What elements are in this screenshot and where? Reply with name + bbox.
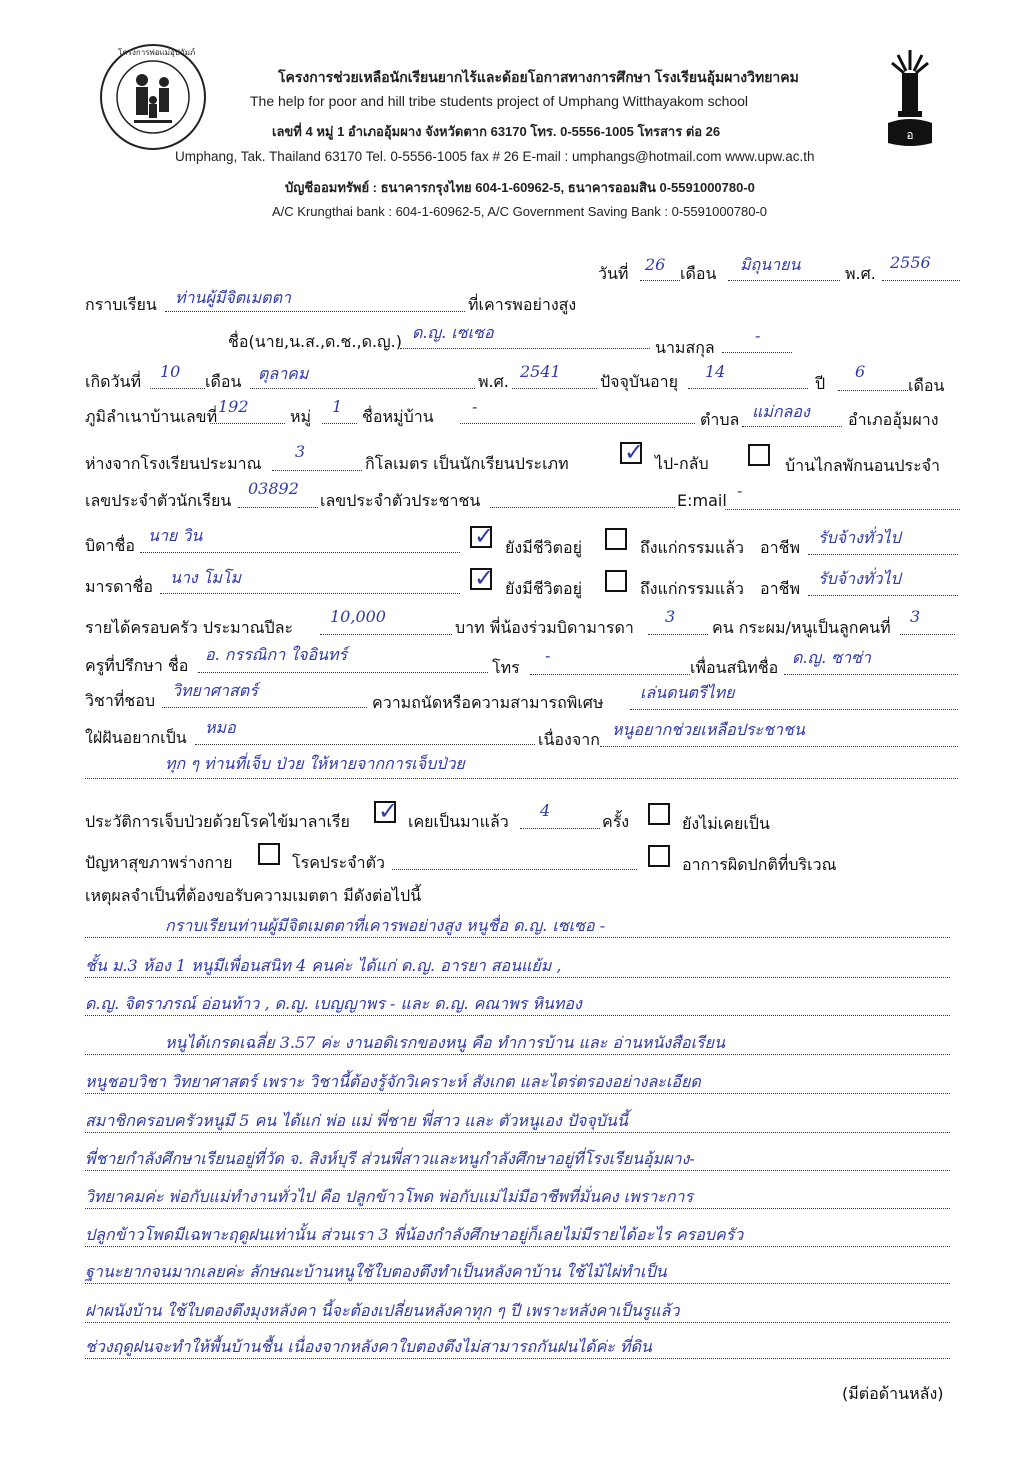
- house-value: 192: [218, 397, 249, 416]
- friend-value: ด.ญ. ซาซ่า: [792, 648, 871, 667]
- village-label: ชื่อหมู่บ้าน: [362, 407, 434, 426]
- age-years-label: ปี: [815, 374, 826, 393]
- subject-label: วิชาที่ชอบ: [85, 691, 155, 710]
- date-year-label: พ.ศ.: [845, 264, 876, 283]
- teacher-tel: -: [545, 646, 551, 665]
- date-day: 26: [645, 255, 666, 274]
- surname-value: -: [755, 326, 761, 345]
- check-mark-icon: ✓: [474, 522, 495, 550]
- chronic-checkbox[interactable]: [258, 843, 280, 865]
- svg-text:อ: อ: [906, 128, 914, 142]
- essay-line: หนูชอบวิชา วิทยาศาสตร์ เพราะ วิชานี้ต้องรู้จักวิเคราะห์ สังเกต และไตร่ตรองอย่างละเอียด: [85, 1072, 701, 1091]
- mother-alive-checkbox[interactable]: [470, 564, 495, 592]
- father-dead-checkbox[interactable]: [605, 528, 627, 550]
- age-months: 6: [855, 362, 866, 381]
- friend-label: เพื่อนสนิทชื่อ: [690, 658, 779, 677]
- child-order-label: คน กระผม/หนูเป็นลูกคนที่: [712, 618, 891, 637]
- child-order: 3: [910, 607, 921, 626]
- mother-dead-label: ถึงแก่กรรมแล้ว: [640, 579, 745, 598]
- mother-alive-label: ยังมีชีวิตอยู่: [505, 579, 582, 598]
- student-id: 03892: [248, 479, 299, 498]
- distance-unit: กิโลเมตร เป็นนักเรียนประเภท: [365, 454, 569, 473]
- birth-year-label: พ.ศ.: [478, 372, 509, 391]
- mother-job: รับจ้างทั่วไป: [818, 569, 901, 588]
- logo-caption: โครงการพ่อแม่อุปถัมภ์: [118, 48, 196, 57]
- teacher-value: อ. กรรณิกา ใจอินทร์: [205, 645, 348, 664]
- birth-month: ตุลาคม: [258, 364, 309, 383]
- date-year: 2556: [890, 253, 931, 272]
- essay-line: ช่วงฤดูฝนจะทำให้พื้นบ้านชื้น เนื่องจากหลังคาใบตองตึงไม่สามารถกันฝนได้ค่ะ ที่ดิน: [85, 1337, 652, 1356]
- name-label: ชื่อ(นาย,น.ส.,ด.ช.,ด.ญ.): [228, 332, 402, 351]
- boarding-checkbox[interactable]: [748, 444, 770, 466]
- essay-line: สมาชิกครอบครัวหนูมี 5 คน ได้แก่ พ่อ แม่ พี่ชาย พี่สาว และ ตัวหนูเอง ปัจจุบันนี้: [85, 1111, 628, 1130]
- torch-emblem-icon: [880, 45, 940, 150]
- salutation-label: กราบเรียน: [85, 295, 157, 314]
- header-title-th: โครงการช่วยเหลือนักเรียนยากไร้และด้อยโอกาสทางการศึกษา โรงเรียนอุ้มผางวิทยาคม: [278, 69, 799, 85]
- chronic-label: โรคประจำตัว: [292, 853, 385, 872]
- malaria-never-checkbox[interactable]: [648, 803, 670, 825]
- abnormal-label: อาการผิดปกติที่บริเวณ: [682, 855, 837, 874]
- essay-line: ด.ญ. จิตราภรณ์ อ่อนท้าว , ด.ญ. เบญญาพร - และ ด.ญ. คณาพร หินทอง: [85, 994, 582, 1013]
- birth-month-label: เดือน: [205, 372, 242, 391]
- reason-title: เหตุผลจำเป็นที่ต้องขอรับความเมตตา มีดังต่อไปนี้: [85, 886, 422, 905]
- birth-year: 2541: [520, 362, 561, 381]
- malaria-times-label: ครั้ง: [602, 812, 630, 831]
- name-value: ด.ญ. เซเซอ: [412, 323, 494, 342]
- essay-line: ฝาผนังบ้าน ใช้ใบตองตึงมุงหลังคา นี้จะต้องเปลี่ยนหลังคาทุก ๆ ปี เพราะหลังคาเป็นรูแล้ว: [85, 1301, 680, 1320]
- subject-value: วิทยาศาสตร์: [172, 681, 258, 700]
- moo-label: หมู่: [290, 407, 312, 426]
- amphoe-label: อำเภออุ้มผาง: [848, 410, 939, 429]
- salutation-value: ท่านผู้มีจิตเมตตา: [175, 288, 291, 307]
- father-value: นาย วิน: [148, 526, 203, 545]
- mother-label: มารดาชื่อ: [85, 577, 153, 596]
- check-mark-icon: ✓: [474, 564, 495, 592]
- tambon-value: แม่กลอง: [752, 402, 810, 421]
- income-label: รายได้ครอบครัว ประมาณปีละ: [85, 618, 294, 637]
- income-value: 10,000: [330, 607, 386, 626]
- dream-label: ใฝ่ฝันอยากเป็น: [85, 728, 187, 747]
- health-label: ปัญหาสุขภาพร่างกาย: [85, 853, 233, 872]
- essay-line: กราบเรียนท่านผู้มีจิตเมตตาที่เคารพอย่างสูง หนูชื่อ ด.ญ. เซเซอ -: [165, 916, 606, 935]
- boarding-label: บ้านไกลพักนอนประจำ: [785, 456, 941, 475]
- birth-day: 10: [160, 362, 181, 381]
- father-job: รับจ้างทั่วไป: [818, 528, 901, 547]
- commute-label: ไป-กลับ: [655, 454, 709, 473]
- tambon-label: ตำบล: [700, 410, 740, 429]
- malaria-had-checkbox[interactable]: [374, 797, 399, 825]
- right-logo: [880, 45, 940, 150]
- house-label: ภูมิลำเนาบ้านเลขที่: [85, 407, 218, 426]
- talent-value: เล่นดนตรีไทย: [640, 683, 735, 702]
- check-mark-icon: ✓: [624, 438, 645, 466]
- because-label: เนื่องจาก: [538, 730, 600, 749]
- age-label: ปัจจุบันอายุ: [600, 372, 678, 391]
- father-dead-label: ถึงแก่กรรมแล้ว: [640, 538, 745, 557]
- abnormal-checkbox[interactable]: [648, 845, 670, 867]
- date-day-label: วันที่: [598, 264, 629, 283]
- mother-job-label: อาชีพ: [760, 579, 800, 598]
- essay-line: ปลูกข้าวโพดมีเฉพาะฤดูฝนเท่านั้น ส่วนเรา 3 พี่น้องกำลังศึกษาอยู่ก็เลยไม่มีรายได้อะไร ครอบครัว: [85, 1225, 744, 1244]
- commute-checkbox[interactable]: [620, 438, 645, 466]
- mother-value: นาง โมโม: [170, 568, 242, 587]
- header-bank-en: A/C Krungthai bank : 604-1-60962-5, A/C Government Saving Bank : 0-5591000780-0: [272, 204, 768, 219]
- malaria-never-label: ยังไม่เคยเป็น: [682, 814, 770, 833]
- header-bank-th: บัญชีออมทรัพย์ : ธนาคารกรุงไทย 604-1-60962-5, ธนาคารออมสิน 0-5591000780-0: [285, 180, 755, 195]
- birth-day-label: เกิดวันที่: [85, 372, 142, 391]
- father-alive-checkbox[interactable]: [470, 522, 495, 550]
- malaria-label: ประวัติการเจ็บป่วยด้วยโรคไข้มาลาเรีย: [85, 812, 350, 831]
- essay-line: ชั้น ม.3 ห้อง 1 หนูมีเพื่อนสนิท 4 คนค่ะ ได้แก่ ด.ญ. อารยา สอนแย้ม ,: [85, 956, 562, 975]
- continued-note: (มีต่อด้านหลัง): [842, 1384, 944, 1403]
- age-months-label: เดือน: [908, 376, 945, 395]
- dream-value: หมอ: [205, 718, 236, 737]
- date-month: มิถุนายน: [740, 255, 801, 274]
- age-years: 14: [705, 362, 726, 381]
- essay-line: พี่ชายกำลังศึกษาเรียนอยู่ที่วัด จ. สิงห์บุรี ส่วนพี่สาวและหนูกำลังศึกษาอยู่ที่โรงเรียนอุ้มผาง-: [85, 1149, 695, 1168]
- email-label: E:mail: [677, 491, 727, 510]
- talent-label: ความถนัดหรือความสามารถพิเศษ: [372, 693, 604, 712]
- village-value: -: [472, 397, 478, 416]
- mother-dead-checkbox[interactable]: [605, 570, 627, 592]
- moo-value: 1: [332, 397, 343, 416]
- check-mark-icon: ✓: [378, 797, 399, 825]
- distance-label: ห่างจากโรงเรียนประมาณ: [85, 454, 262, 473]
- essay-line: ฐานะยากจนมากเลยค่ะ ลักษณะบ้านหนูใช้ใบตองตึงทำเป็นหลังคาบ้าน ใช้ไม้ไผ่ทำเป็น: [85, 1262, 667, 1281]
- header-title-en: The help for poor and hill tribe students project of Umphang Witthayakom school: [250, 93, 749, 109]
- surname-label: นามสกุล: [655, 338, 715, 357]
- essay-line: วิทยาคมค่ะ พ่อกับแม่ทำงานทั่วไป คือ ปลูกข้าวโพด พ่อกับแม่ไม่มีอาชีพที่มั่นคง เพราะการ: [85, 1187, 694, 1206]
- email-value: -: [737, 481, 743, 500]
- father-alive-label: ยังมีชีวิตอยู่: [505, 538, 582, 557]
- siblings-value: 3: [665, 607, 676, 626]
- date-month-label: เดือน: [680, 264, 717, 283]
- header-address-en: Umphang, Tak. Thailand 63170 Tel. 0-5556-1005 fax # 26 E-mail : umphangs@hotmail.com www.upw.ac.th: [175, 149, 815, 164]
- essay-line: หนูได้เกรดเฉลี่ย 3.57 ค่ะ งานอดิเรกของหนู คือ ทำการบ้าน และ อ่านหนังสือเรียน: [165, 1033, 725, 1052]
- header-address-th: เลขที่ 4 หมู่ 1 อำเภออุ้มผาง จังหวัดตาก 63170 โทร. 0-5556-1005 โทรสาร ต่อ 26: [272, 124, 721, 139]
- distance-value: 3: [295, 442, 306, 461]
- income-unit: บาท พี่น้องร่วมบิดามารดา: [455, 618, 634, 637]
- because-value: หนูอยากช่วยเหลือประชาชน: [612, 720, 805, 739]
- malaria-had-label: เคยเป็นมาแล้ว: [408, 812, 509, 831]
- because-line2: ทุก ๆ ท่านที่เจ็บ ป่วย ให้หายจากการเจ็บป่วย: [165, 754, 465, 773]
- father-label: บิดาชื่อ: [85, 536, 135, 555]
- salutation-suffix: ที่เคารพอย่างสูง: [468, 295, 577, 314]
- malaria-times: 4: [540, 801, 551, 820]
- student-id-label: เลขประจำตัวนักเรียน: [85, 491, 232, 510]
- teacher-label: ครูที่ปรึกษา ชื่อ: [85, 656, 189, 675]
- citizen-id-label: เลขประจำตัวประชาชน: [320, 491, 481, 510]
- father-job-label: อาชีพ: [760, 538, 800, 557]
- teacher-tel-label: โทร: [492, 658, 520, 677]
